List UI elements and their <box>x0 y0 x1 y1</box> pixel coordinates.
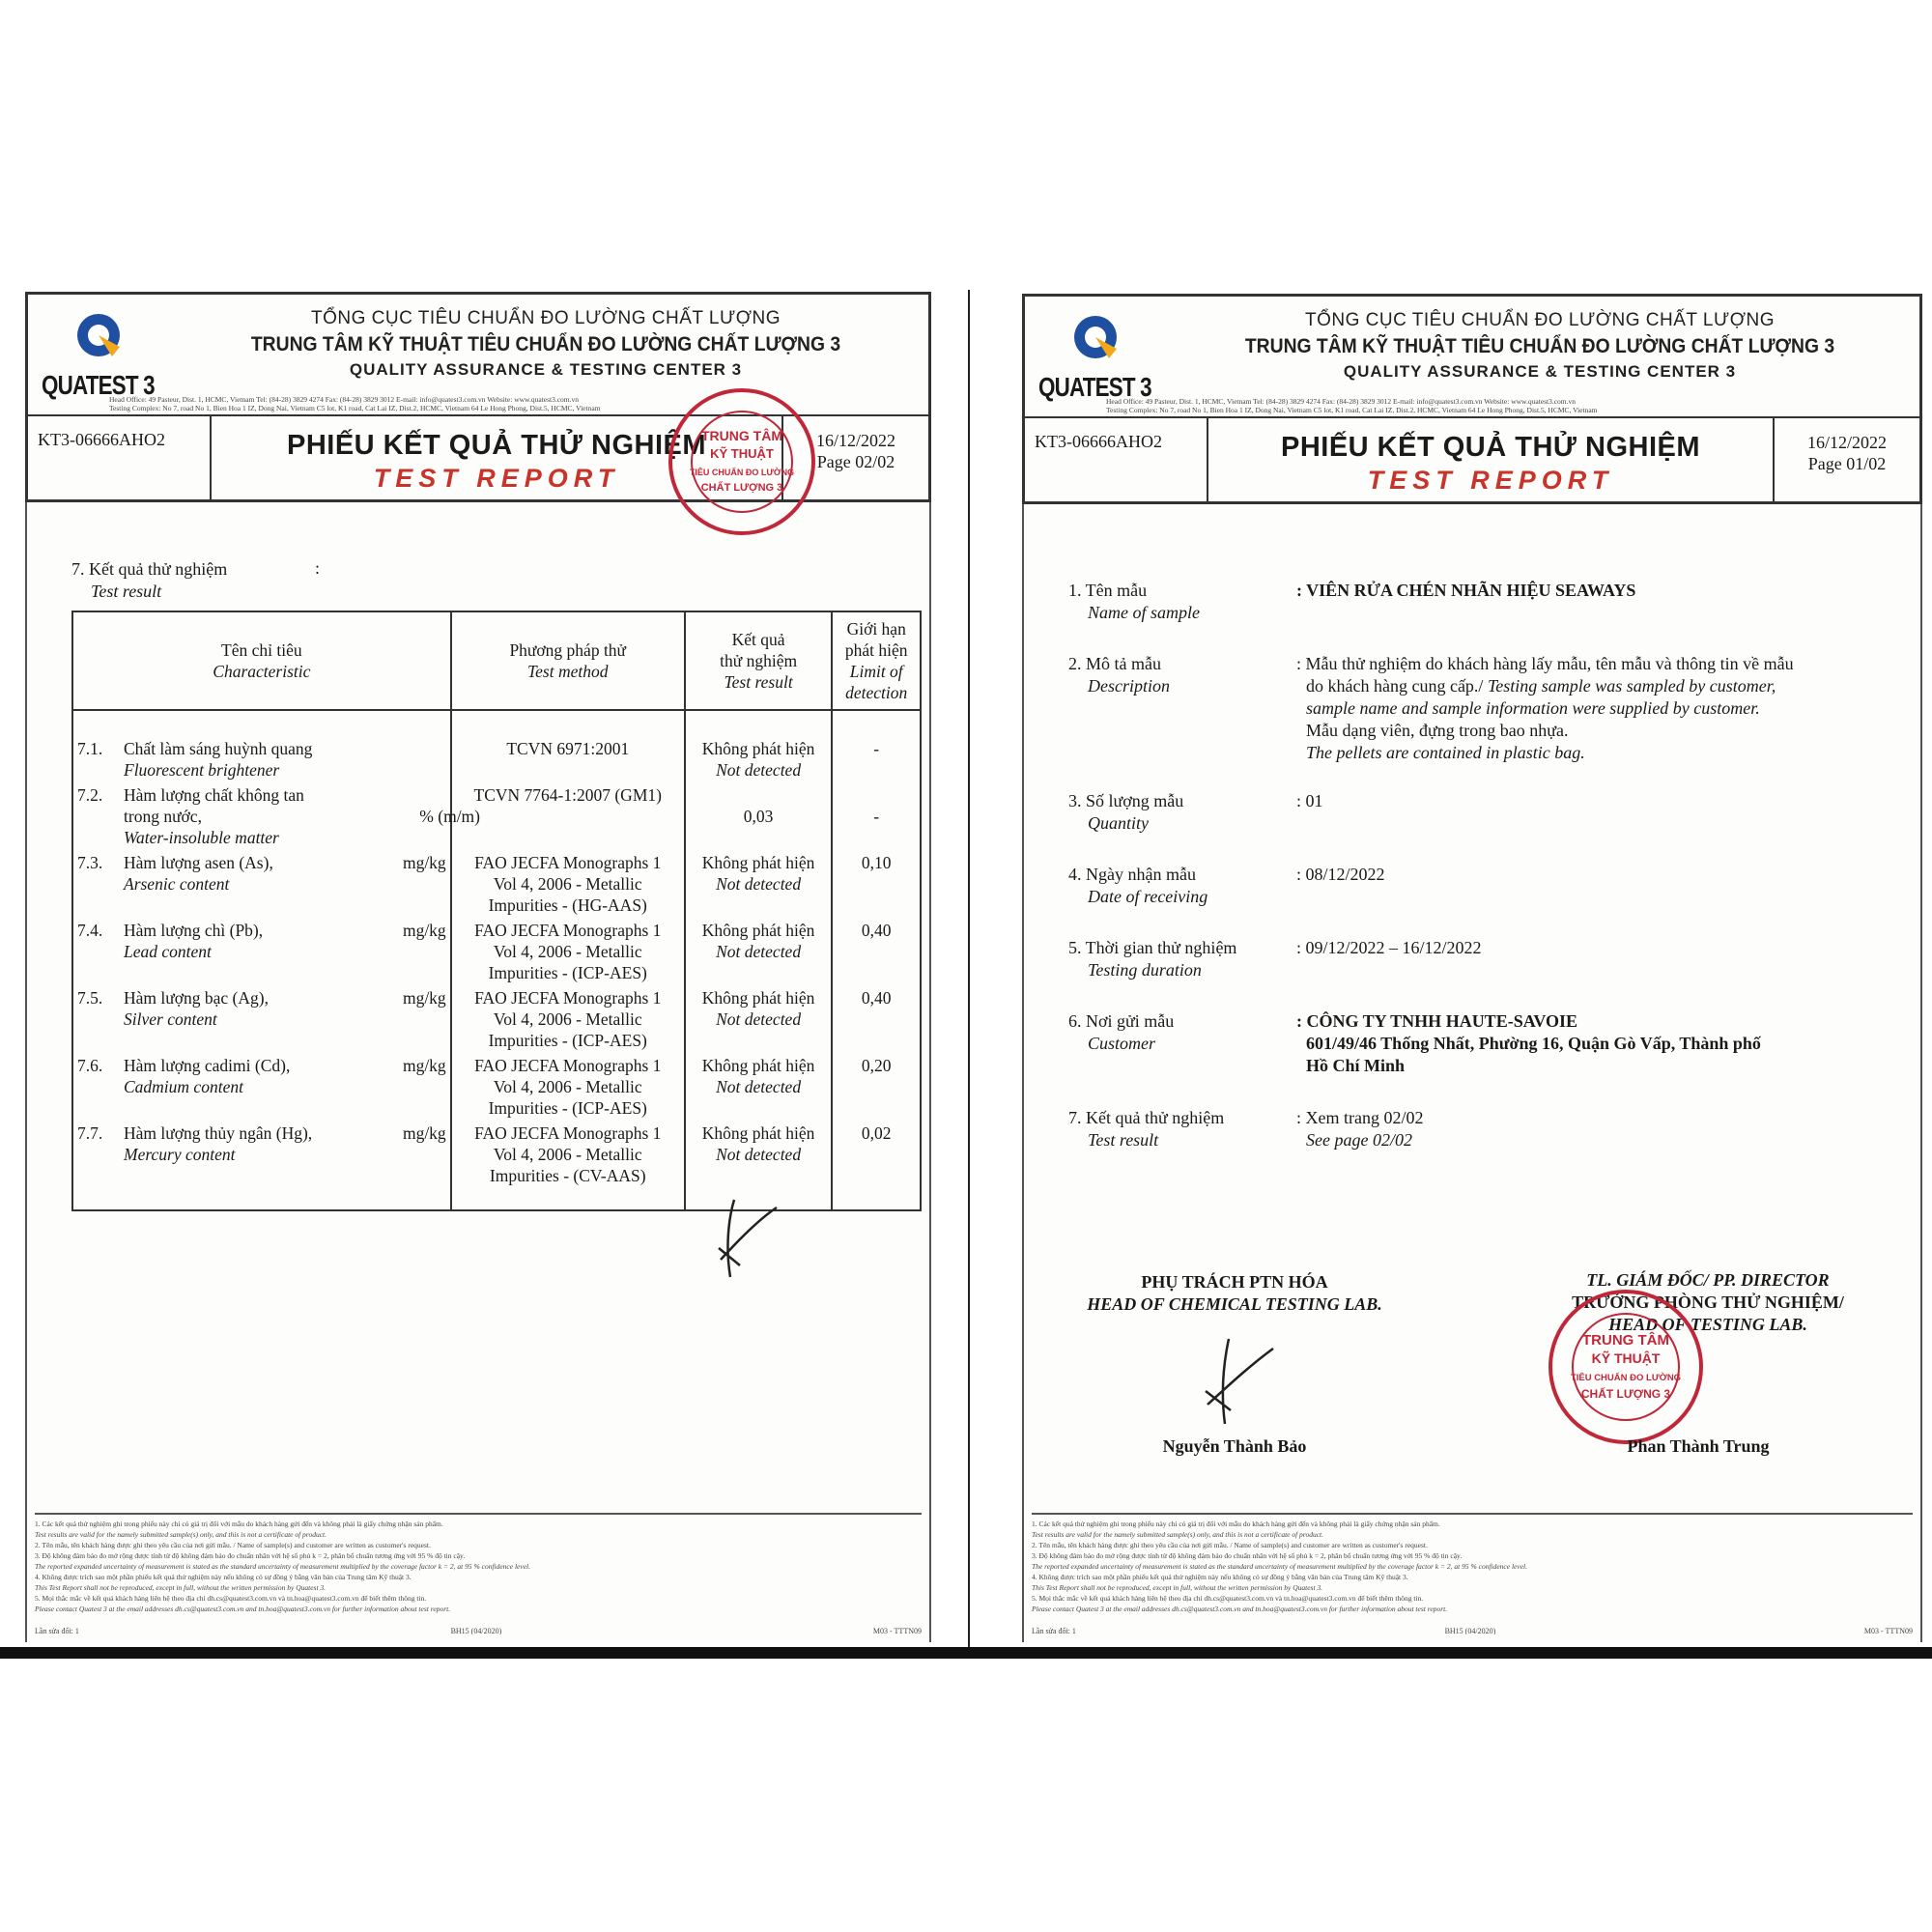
stamp-text-4: CHẤT LƯỢNG 3 <box>700 482 783 494</box>
address-line-1: Head Office: 49 Pasteur, Dist. 1, HCMC, Vietnam Tel: (84-28) 3829 4274 Fax: (84-28) 3829 3012 E-mail: info@quatest3.com.vn Website: www.quatest3.com.vn <box>109 395 579 404</box>
signature-block-director: TL. GIÁM ĐỐC/ PP. DIRECTOR TRƯỞNG PHÒNG THỬ NGHIỆM/ HEAD OF TESTING LAB. <box>1572 1270 1844 1334</box>
signer-name-right: Phan Thành Trung <box>1627 1436 1770 1456</box>
report-header <box>1022 294 1922 504</box>
edition: Lần sửa đổi: 1 <box>35 1627 79 1634</box>
quatest-logo <box>1033 310 1168 407</box>
stamp-text-3: TIÊU CHUẨN ĐO LƯỜNG <box>1570 1373 1682 1383</box>
stamp-text-1: TRUNG TÂM <box>701 428 782 443</box>
column-header-method: Phương pháp thử Test method <box>451 611 685 710</box>
signer-name-left: Nguyễn Thành Bảo <box>1162 1436 1307 1456</box>
info-label-testing-duration: 5. Thời gian thử nghiệm Testing duration <box>1068 938 1237 980</box>
report-title-vi: PHIẾU KẾT QUẢ THỬ NGHIỆM <box>286 430 706 461</box>
table-row: 7.2. Hàm lượng chất không tan trong nước, % (m/m) Water-insoluble matter TCVN 7764-1:2007 (GM1) 0,03 - <box>72 782 921 850</box>
address-line-2: Testing Complex: No 7, road No 1, Bien Hoa 1 IZ, Dong Nai, Vietnam C5 lot, K1 road, Cat Lai IZ, Dist.2, HCMC, Vietnam 64 Le Hong Phong, Dist.5, HCMC, Vietnam <box>1106 406 1598 414</box>
address-line-2: Testing Complex: No 7, road No 1, Bien Hoa 1 IZ, Dong Nai, Vietnam C5 lot, K1 road, Cat Lai IZ, Dist.2, HCMC, Vietnam 64 Le Hong Phong, Dist.5, HCMC, Vietnam <box>109 404 601 412</box>
info-value-test-result: : Xem trang 02/02 See page 02/02 <box>1296 1108 1424 1150</box>
table-row: 7.6. Hàm lượng cadimi (Cd), Cadmium content mg/kg FAO JECFA Monographs 1 Vol 4, 2006 - Metallic Impurities - (ICP-AES) Không phát hiện Not detected 0,20 <box>72 1053 921 1121</box>
logo-text: QUATEST 3 <box>1038 372 1151 402</box>
signature-block-chemical-lab: PHỤ TRÁCH PTN HÓA HEAD OF CHEMICAL TESTING LAB. <box>1087 1272 1382 1314</box>
footnotes: 1. Các kết quả thử nghiệm ghi trong phiếu này chỉ có giá trị đối với mẫu do khách hàng gửi đến và không phải là giấy chứng nhận sản phẩm. Test results are valid for the namely submitted sample(s) only, and this is not a certificate of product. 2. Tên mẫu, tên khách hàng được ghi theo yêu cầu của nơi gửi mẫu. / Name of sample(s) and customer are written as customer's request. 3. Độ không đảm bảo đo mở rộng được tính từ độ không đảm bảo đo chuẩn nhân với hệ số phủ k = 2, phân bố chuẩn tương ứng với 95 % độ tin cậy. The reported expanded uncertainty of measurement is stated as the standard uncertainty of measurement multiplied by the coverage factor k = 2, at 95 % confidence level. 4. Không được trích sao một phần phiếu kết quả thử nghiệm này nếu không có sự đồng ý bằng văn bản của Trung tâm Kỹ thuật 3. This Test Report shall not be reproduced, except in full, without the written permission by Quatest 3. 5. Mọi thắc mắc về kết quả khách hàng liên hệ theo địa chỉ dh.cs@quatest3.com.vn và tn.hoa@quatest3.com.vn để biết thêm thông tin. Please contact Quatest 3 at the email addresses dh.cs@quatest3.com.vn and tn.hoa@quatest3.com.vn for further information about test report. Lần sửa đổi: 1 BH15 (04/2020) M03 - TTTN09 <box>35 1513 922 1634</box>
report-title-en: TEST REPORT <box>373 464 620 493</box>
test-report-page-2 <box>25 292 931 1642</box>
table-row: 7.3. Hàm lượng asen (As), Arsenic content mg/kg FAO JECFA Monographs 1 Vol 4, 2006 - Metallic Impurities - (HG-AAS) Không phát hiện Not detected 0,10 <box>72 850 921 918</box>
org-line-2: TRUNG TÂM KỸ THUẬT TIÊU CHUẨN ĐO LƯỜNG CHẤT LƯỢNG 3 <box>250 333 841 355</box>
info-label-description: 2. Mô tả mẫu Description <box>1068 654 1170 696</box>
section-test-result-label <box>71 558 227 603</box>
logo-text: QUATEST 3 <box>42 370 155 400</box>
table-row: 7.1. Chất làm sáng huỳnh quang Fluorescent brightener TCVN 6971:2001 Không phát hiện Not detected - <box>72 710 921 782</box>
stamp-text-3: TIÊU CHUẨN ĐO LƯỜNG <box>689 468 795 477</box>
column-header-characteristic: Tên chỉ tiêu Characteristic <box>72 611 451 710</box>
info-label-sample-name: 1. Tên mẫu Name of sample <box>1068 581 1200 622</box>
report-date: 16/12/2022 <box>815 431 895 450</box>
quatest-logo <box>36 308 171 405</box>
info-value-quantity: : 01 <box>1296 791 1323 810</box>
report-code: KT3-06666AHO2 <box>28 414 212 499</box>
org-line-1: TỔNG CỤC TIÊU CHUẨN ĐO LƯỜNG CHẤT LƯỢNG <box>1304 310 1776 330</box>
info-label-test-result: 7. Kết quả thử nghiệm Test result <box>1068 1108 1225 1150</box>
info-label-quantity: 3. Số lượng mẫu Quantity <box>1068 791 1184 833</box>
info-value-date-received: : 08/12/2022 <box>1296 865 1385 884</box>
report-title-vi: PHIẾU KẾT QUẢ THỬ NGHIỆM <box>1280 432 1700 463</box>
column-header-result: Kết quả thử nghiệm Test result <box>685 611 833 710</box>
test-results-table <box>71 611 922 1211</box>
report-date: 16/12/2022 <box>1806 433 1887 452</box>
org-line-2: TRUNG TÂM KỸ THUẬT TIÊU CHUẨN ĐO LƯỜNG CHẤT LƯỢNG 3 <box>1244 335 1835 357</box>
doc-code: M03 - TTTN09 <box>872 1627 922 1634</box>
edition: Lần sửa đổi: 1 <box>1032 1627 1076 1634</box>
signature-initials <box>701 1190 798 1287</box>
form-code: BH15 (04/2020) <box>450 1627 502 1634</box>
page-divider <box>968 290 970 1652</box>
stamp-text-2: KỸ THUẬT <box>710 446 774 461</box>
official-stamp <box>665 384 819 539</box>
report-code: KT3-06666AHO2 <box>1025 416 1208 501</box>
doc-code: M03 - TTTN09 <box>1863 1627 1913 1634</box>
report-title-en: TEST REPORT <box>1367 466 1614 495</box>
table-row: 7.4. Hàm lượng chì (Pb), Lead content mg/kg FAO JECFA Monographs 1 Vol 4, 2006 - Metallic Impurities - (ICP-AES) Không phát hiện Not detected 0,40 <box>72 918 921 985</box>
stamp-text-1: TRUNG TÂM <box>1582 1332 1669 1349</box>
official-stamp <box>1544 1285 1708 1449</box>
page-number: Page 01/02 <box>1807 454 1887 473</box>
info-value-description: : Mẫu thử nghiệm do khách hàng lấy mẫu, tên mẫu và thông tin về mẫu do khách hàng cung cấp./ Testing sample was sampled by customer, sample name and sample information were supplied by customer. Mẫu dạng viên, đựng trong bao nhựa. The pellets are contained in plastic bag. <box>1296 654 1794 762</box>
org-line-3: QUALITY ASSURANCE & TESTING CENTER 3 <box>349 360 743 379</box>
info-value-customer: : CÔNG TY TNHH HAUTE-SAVOIE 601/49/46 Thống Nhất, Phường 16, Quận Gò Vấp, Thành phố Hồ Chí Minh <box>1296 1011 1761 1075</box>
table-row: 7.7. Hàm lượng thủy ngân (Hg), Mercury content mg/kg FAO JECFA Monographs 1 Vol 4, 2006 - Metallic Impurities - (CV-AAS) Không phát hiện Not detected 0,02 <box>72 1121 921 1210</box>
stamp-text-2: KỸ THUẬT <box>1591 1350 1661 1366</box>
info-value-testing-duration: : 09/12/2022 – 16/12/2022 <box>1296 938 1482 957</box>
page-number: Page 02/02 <box>816 452 895 471</box>
column-header-limit: Giới hạn phát hiện Limit of detection <box>832 611 921 710</box>
test-report-page-1 <box>1022 294 1922 1642</box>
section-label-vi: 7. Kết quả thử nghiệm <box>71 559 228 579</box>
info-label-customer: 6. Nơi gửi mẫu Customer <box>1068 1011 1175 1053</box>
address-line-1: Head Office: 49 Pasteur, Dist. 1, HCMC, Vietnam Tel: (84-28) 3829 4274 Fax: (84-28) 3829 3012 E-mail: info@quatest3.com.vn Website: www.quatest3.com.vn <box>1106 397 1576 406</box>
signature-nguyen-thanh-bao <box>1186 1327 1293 1434</box>
info-label-date-received: 4. Ngày nhận mẫu Date of receiving <box>1068 865 1208 906</box>
section-label-en: Test result <box>91 582 162 601</box>
org-line-3: QUALITY ASSURANCE & TESTING CENTER 3 <box>1343 362 1737 381</box>
bottom-edge-bar <box>0 1647 1932 1659</box>
form-code: BH15 (04/2020) <box>1444 1627 1496 1634</box>
stamp-text-4: CHẤT LƯỢNG 3 <box>1580 1387 1671 1401</box>
footnotes: 1. Các kết quả thử nghiệm ghi trong phiếu này chỉ có giá trị đối với mẫu do khách hàng gửi đến và không phải là giấy chứng nhận sản phẩm. Test results are valid for the namely submitted sample(s) only, and this is not a certificate of product. 2. Tên mẫu, tên khách hàng được ghi theo yêu cầu của nơi gửi mẫu. / Name of sample(s) and customer are written as customer's request. 3. Độ không đảm bảo đo mở rộng được tính từ độ không đảm bảo đo chuẩn nhân với hệ số phủ k = 2, phân bố chuẩn tương ứng với 95 % độ tin cậy. The reported expanded uncertainty of measurement is stated as the standard uncertainty of measurement multiplied by the coverage factor k = 2, at 95 % confidence level. 4. Không được trích sao một phần phiếu kết quả thử nghiệm này nếu không có sự đồng ý bằng văn bản của Trung tâm Kỹ thuật 3. This Test Report shall not be reproduced, except in full, without the written permission by Quatest 3. 5. Mọi thắc mắc về kết quả khách hàng liên hệ theo địa chỉ dh.cs@quatest3.com.vn và tn.hoa@quatest3.com.vn để biết thêm thông tin. Please contact Quatest 3 at the email addresses dh.cs@quatest3.com.vn and tn.hoa@quatest3.com.vn for further information about test report. Lần sửa đổi: 1 BH15 (04/2020) M03 - TTTN09 <box>1032 1513 1913 1634</box>
section-colon: : <box>315 558 321 578</box>
info-value-sample-name: : VIÊN RỬA CHÉN NHÃN HIỆU SEAWAYS <box>1296 581 1636 600</box>
table-row: 7.5. Hàm lượng bạc (Ag), Silver content mg/kg FAO JECFA Monographs 1 Vol 4, 2006 - Metallic Impurities - (ICP-AES) Không phát hiện Not detected 0,40 <box>72 985 921 1053</box>
org-line-1: TỔNG CỤC TIÊU CHUẨN ĐO LƯỜNG CHẤT LƯỢNG <box>310 308 781 328</box>
